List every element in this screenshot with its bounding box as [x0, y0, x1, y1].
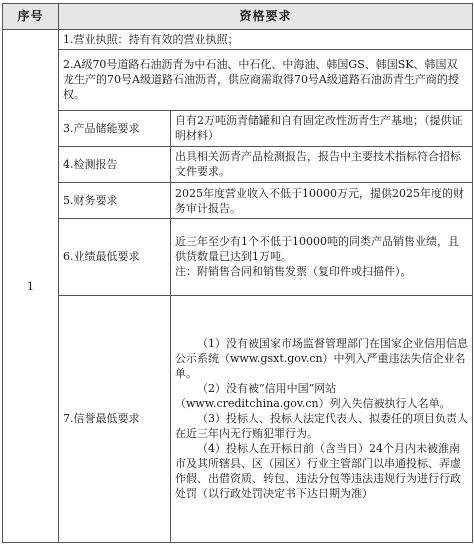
req-test-report-desc: 出具相关沥青产品检测报告，报告中主要技术指标符合招标文件要求。 [171, 146, 473, 182]
req-asphalt-authorization: 2.A级70号道路石油沥青为中石油、中石化、中海油、韩国GS、韩国SK、韩国双龙生产的70号A级道路石油沥青，供应商需取得70号A级道路石油沥青生产商的授权。 [59, 50, 473, 110]
req-performance-text: 近三年至少有1个不低于10000吨的同类产品销售业绩，且供货数量已达到1万吨。 [175, 235, 459, 264]
req-storage-desc: 自有2万吨沥青储罐和自有固定改性沥青生产基地；（提供证明材料） [171, 110, 473, 146]
table-row [3, 30, 473, 50]
table-row [3, 146, 473, 182]
header-requirements: 资格要求 [59, 4, 473, 30]
req-business-license: 1.营业执照：持有有效的营业执照； [59, 30, 473, 50]
table-row [3, 50, 473, 110]
table-row [3, 295, 473, 542]
credit-item-1: （1）没有被国家市场监督管理部门在国家企业信用信息公示系统（www.gsxt.gov.cn）中列入严重违法失信企业名单。 [175, 337, 468, 381]
header-seq: 序号 [3, 4, 59, 30]
table-row [3, 110, 473, 146]
req-test-report-label: 4.检测报告 [59, 146, 171, 182]
table-row [3, 182, 473, 218]
req-performance-label: 6.业绩最低要求 [59, 219, 171, 295]
qualification-table-container [2, 3, 472, 543]
credit-item-4: （4）投标人在开标日前（含当日）24个月内未被淮南市及其所辖县、区（园区）行业主管部门以串通投标、弄虚作假、出借资质、转包、违法分包等违法违规行为进行行政处罚（以行政处罚决定书下达日期为准） [175, 442, 461, 501]
req-credit-label: 7.信誉最低要求 [59, 295, 171, 542]
req-performance-note: 注：附销售合同和销售发票（复印件或扫描件）。 [175, 265, 412, 279]
credit-item-2: （2）没有被“信用中国”网站（www.creditchina.gov.cn）列入失信被执行人名单。 [175, 382, 451, 411]
table-row [3, 219, 473, 295]
req-financial-label: 5.财务要求 [59, 182, 171, 218]
req-storage-label: 3.产品储能要求 [59, 110, 171, 146]
seq-number: 1 [3, 30, 59, 543]
credit-item-3: （3）投标人、投标人法定代表人、拟委任的项目负责人在近三年内无行贿犯罪行为。 [175, 412, 468, 441]
req-performance-desc [171, 219, 473, 295]
req-credit-desc [171, 295, 473, 542]
qualification-requirements-table [2, 3, 473, 543]
table-header-row [3, 4, 473, 30]
req-financial-desc: 2025年度营业收入不低于10000万元，提供2025年度的财务审计报告。 [171, 182, 473, 218]
